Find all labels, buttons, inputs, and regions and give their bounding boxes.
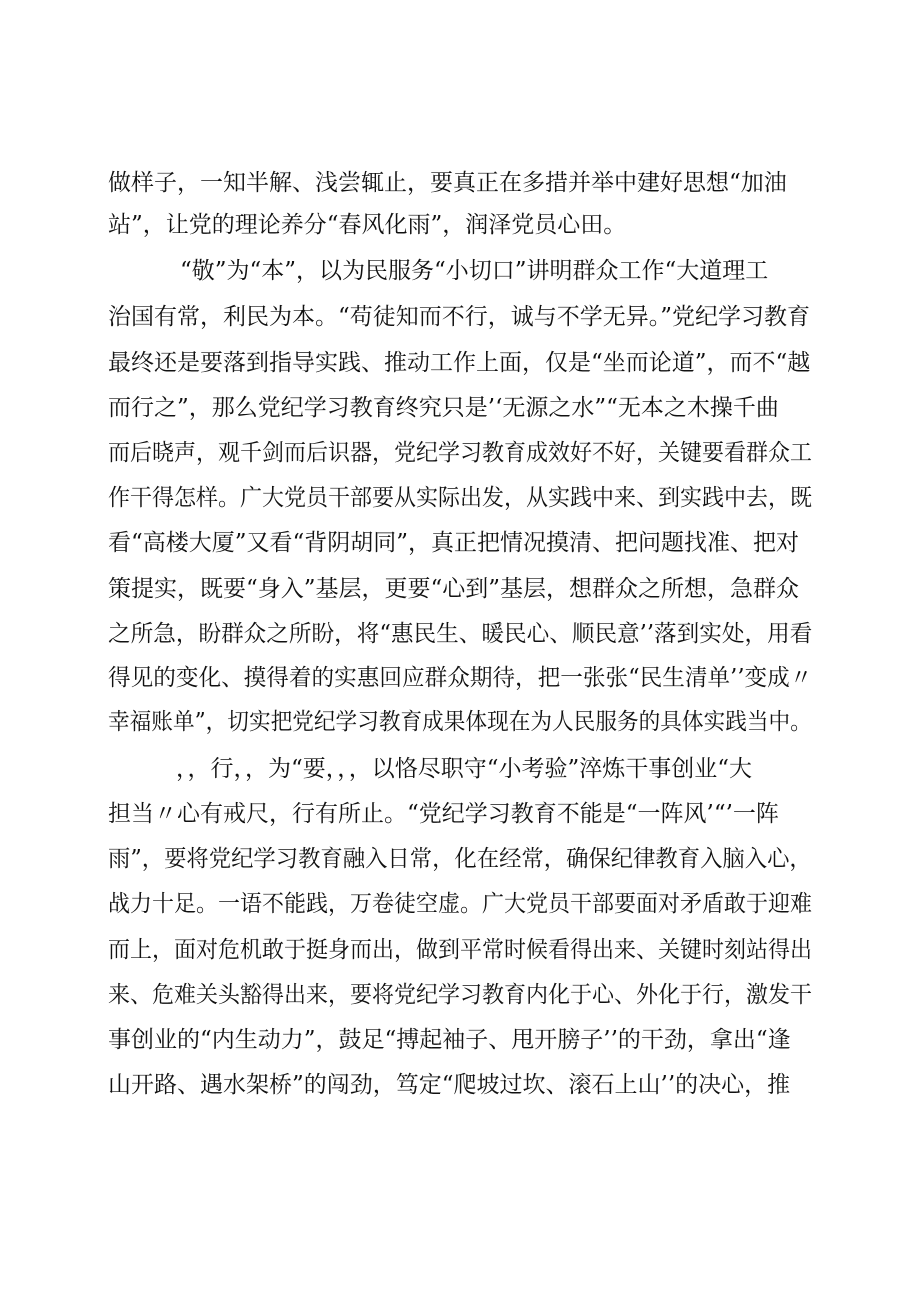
text-line: 山开路、遇水架桥”的闯劲，笃定“爬坡过坎、滚石上山’’的决心，推 xyxy=(108,1072,791,1098)
text-line: 幸福账单”，切实把党纪学习教育成果体现在为人民服务的具体实践当中。 xyxy=(108,709,812,735)
text-line: 而行之”，那么党纪学习教育终究只是’‘无源之水”“无本之木操千曲 xyxy=(108,395,779,421)
text-line: 战力十足。一语不能践，万卷徒空虚。广大党员干部要面对矛盾敢于迎难 xyxy=(108,891,812,917)
text-line: 得见的变化、摸得着的实惠回应群众期待，把一张张“民生清单’’变成〃 xyxy=(108,665,813,691)
text-line: 事创业的“内生动力”，鼓足“搏起袖子、甩开膀子’’的干劲，拿出“逢 xyxy=(108,1027,791,1053)
text-line: 而后晓声，观千剑而后识器，党纪学习教育成效好不好，关键要看群众工 xyxy=(108,440,812,466)
text-line: 而上，面对危机敢于挺身而出，做到平常时候看得出来、关键时刻站得出 xyxy=(108,937,812,963)
text-line: 站”，让党的理论养分“春风化雨”，润泽党员心田。 xyxy=(108,212,627,238)
text-line: 治国有常，利民为本。“苟徒知而不行，诚与不学无异。”党纪学习教育 xyxy=(108,304,811,330)
text-line: 最终还是要落到指导实践、推动工作上面，仅是“坐而论道”，而不“越 xyxy=(108,350,811,376)
text-line: 看“高楼大厦”又看“背阴胡同”，真正把情况摸清、把问题找准、把对 xyxy=(108,530,800,556)
text-line: 策提实，既要“身入”基层，更要“心到”基层，想群众之所想，急群众 xyxy=(108,576,800,602)
text-line: 来、危难关头豁得出来，要将党纪学习教育内化于心、外化于行，激发干 xyxy=(108,982,812,1008)
text-line: “敬”为“本”，以为民服务“小切口”讲明群众工作“大道理工 xyxy=(180,258,769,284)
text-line: ，，行，，为“要，，，以恪尽职守“小考验”淬炼干事创业“大 xyxy=(176,756,753,782)
text-line: 雨”，要将党纪学习教育融入日常，化在经常，确保纪律教育入脑入心， xyxy=(108,846,812,872)
text-line: 作干得怎样。广大党员干部要从实际出发，从实践中来、到实践中去，既 xyxy=(108,485,812,511)
text-line: 做样子，一知半解、浅尝辄止，要真正在多措并举中建好思想“加油 xyxy=(108,170,787,196)
text-line: 之所急，盼群众之所盼，将“惠民生、暖民心、顺民意’’落到实处，用看 xyxy=(108,621,813,647)
text-line: 担当〃心有戒尺，行有所止。“党纪学习教育不能是“一阵风’“’一阵 xyxy=(108,801,779,827)
